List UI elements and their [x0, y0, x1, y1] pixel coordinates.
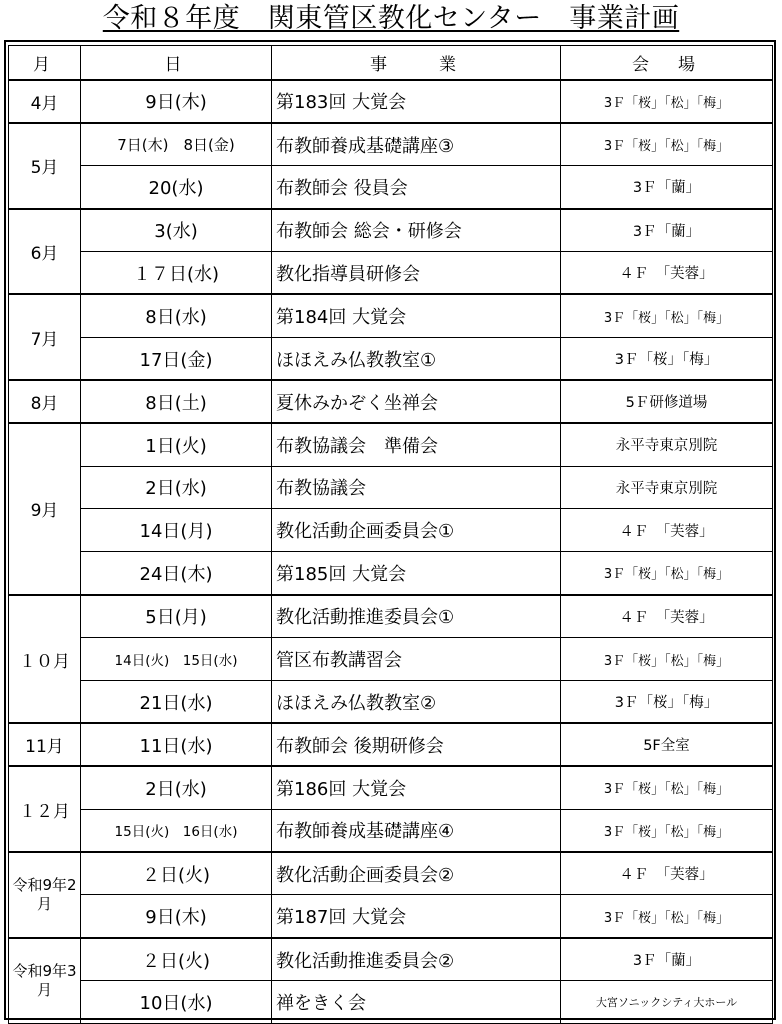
day-cell: ２日(火)	[81, 852, 272, 895]
day-cell: 9日(木)	[81, 80, 272, 123]
event-cell: 布教師養成基礎講座④	[272, 809, 561, 852]
table-row	[9, 252, 773, 295]
venue-cell: 3Ｆ「桜」「松」「梅」	[561, 552, 773, 595]
venue-cell: 3Ｆ「蘭」	[561, 209, 773, 252]
header-venue: 会 場	[561, 46, 773, 81]
header-day: 日	[81, 46, 272, 81]
table-row	[9, 209, 773, 252]
venue-cell: 3Ｆ「桜」「松」「梅」	[561, 638, 773, 681]
table-row	[9, 380, 773, 423]
header-event: 事 業	[272, 46, 561, 81]
event-cell: 第185回 大覚会	[272, 552, 561, 595]
table-row	[9, 766, 773, 809]
day-cell: 3(水)	[81, 209, 272, 252]
day-cell: 14日(月)	[81, 509, 272, 552]
day-cell: 10日(水)	[81, 981, 272, 1024]
day-cell: 15日(火) 16日(水)	[81, 809, 272, 852]
day-cell: 7日(木) 8日(金)	[81, 123, 272, 166]
header-row	[9, 46, 773, 81]
month-cell: １０月	[9, 595, 81, 724]
month-cell: 令和9年3月	[9, 938, 81, 1024]
day-cell: 2日(水)	[81, 766, 272, 809]
event-cell: 布教協議会	[272, 466, 561, 509]
venue-cell: 3Ｆ「蘭」	[561, 166, 773, 209]
event-cell: 布教師会 後期研修会	[272, 723, 561, 766]
event-cell: ほほえみ仏教教室①	[272, 337, 561, 380]
month-cell: 7月	[9, 294, 81, 380]
day-cell: 11日(水)	[81, 723, 272, 766]
day-cell: 2日(水)	[81, 466, 272, 509]
day-cell: 8日(水)	[81, 294, 272, 337]
table-row	[9, 638, 773, 681]
table-row	[9, 809, 773, 852]
venue-cell: 永平寺東京別院	[561, 466, 773, 509]
month-cell: 6月	[9, 209, 81, 295]
event-cell: 教化活動企画委員会②	[272, 852, 561, 895]
venue-cell: ４Ｆ 「芙蓉」	[561, 252, 773, 295]
venue-cell: 3Ｆ「桜」「松」「梅」	[561, 294, 773, 337]
page-title-text: 令和８年度 関東管区教化センター 事業計画	[102, 3, 680, 34]
page-title	[0, 0, 782, 38]
event-cell: 第184回 大覚会	[272, 294, 561, 337]
table-row	[9, 423, 773, 466]
event-cell: 教化活動企画委員会①	[272, 509, 561, 552]
month-cell: 4月	[9, 80, 81, 123]
table-row	[9, 123, 773, 166]
table-row	[9, 723, 773, 766]
event-cell: 第186回 大覚会	[272, 766, 561, 809]
table-row	[9, 80, 773, 123]
table-row	[9, 552, 773, 595]
month-cell: 8月	[9, 380, 81, 423]
venue-cell: 3Ｆ「桜」「松」「梅」	[561, 123, 773, 166]
event-cell: 布教師養成基礎講座③	[272, 123, 561, 166]
venue-cell: 3Ｆ「桜」「松」「梅」	[561, 80, 773, 123]
event-cell: 布教師会 役員会	[272, 166, 561, 209]
event-cell: 教化活動推進委員会②	[272, 938, 561, 981]
venue-cell: 大宮ソニックシティ大ホール	[561, 981, 773, 1024]
day-cell: 5日(月)	[81, 595, 272, 638]
table-row	[9, 895, 773, 938]
event-cell: 布教協議会 準備会	[272, 423, 561, 466]
month-cell: 令和9年2月	[9, 852, 81, 938]
month-cell: １２月	[9, 766, 81, 852]
table-row	[9, 938, 773, 981]
table-row	[9, 294, 773, 337]
day-cell: ２日(火)	[81, 938, 272, 981]
event-cell: 夏休みかぞく坐禅会	[272, 380, 561, 423]
event-cell: 第187回 大覚会	[272, 895, 561, 938]
day-cell: 20(水)	[81, 166, 272, 209]
venue-cell: 3Ｆ「桜」「松」「梅」	[561, 766, 773, 809]
table-row	[9, 166, 773, 209]
table-row	[9, 680, 773, 723]
venue-cell: ４Ｆ 「芙蓉」	[561, 595, 773, 638]
venue-cell: 3Ｆ「桜」「梅」	[561, 680, 773, 723]
day-cell: 24日(木)	[81, 552, 272, 595]
day-cell: 17日(金)	[81, 337, 272, 380]
day-cell: 1日(火)	[81, 423, 272, 466]
day-cell: 9日(木)	[81, 895, 272, 938]
schedule-table	[8, 45, 773, 1024]
venue-cell: 3Ｆ「桜」「松」「梅」	[561, 895, 773, 938]
event-cell: 禅をきく会	[272, 981, 561, 1024]
header-month: 月	[9, 46, 81, 81]
event-cell: 第183回 大覚会	[272, 80, 561, 123]
day-cell: 21日(水)	[81, 680, 272, 723]
event-cell: 管区布教講習会	[272, 638, 561, 681]
day-cell: １７日(水)	[81, 252, 272, 295]
table-row	[9, 337, 773, 380]
event-cell: 教化活動推進委員会①	[272, 595, 561, 638]
schedule-frame	[4, 40, 776, 1020]
venue-cell: 3Ｆ「桜」「松」「梅」	[561, 809, 773, 852]
table-row	[9, 852, 773, 895]
venue-cell: 3Ｆ「蘭」	[561, 938, 773, 981]
table-row	[9, 466, 773, 509]
venue-cell: ４Ｆ 「芙蓉」	[561, 509, 773, 552]
schedule-body	[9, 80, 773, 1024]
venue-cell: 永平寺東京別院	[561, 423, 773, 466]
day-cell: 14日(火) 15日(水)	[81, 638, 272, 681]
event-cell: 教化指導員研修会	[272, 252, 561, 295]
month-cell: 5月	[9, 123, 81, 209]
venue-cell: 3Ｆ「桜」「梅」	[561, 337, 773, 380]
table-row	[9, 595, 773, 638]
event-cell: 布教師会 総会・研修会	[272, 209, 561, 252]
day-cell: 8日(土)	[81, 380, 272, 423]
month-cell: 9月	[9, 423, 81, 595]
month-cell: 11月	[9, 723, 81, 766]
venue-cell: 5F全室	[561, 723, 773, 766]
table-row	[9, 981, 773, 1024]
event-cell: ほほえみ仏教教室②	[272, 680, 561, 723]
table-row	[9, 509, 773, 552]
venue-cell: 5Ｆ研修道場	[561, 380, 773, 423]
venue-cell: ４Ｆ 「芙蓉」	[561, 852, 773, 895]
